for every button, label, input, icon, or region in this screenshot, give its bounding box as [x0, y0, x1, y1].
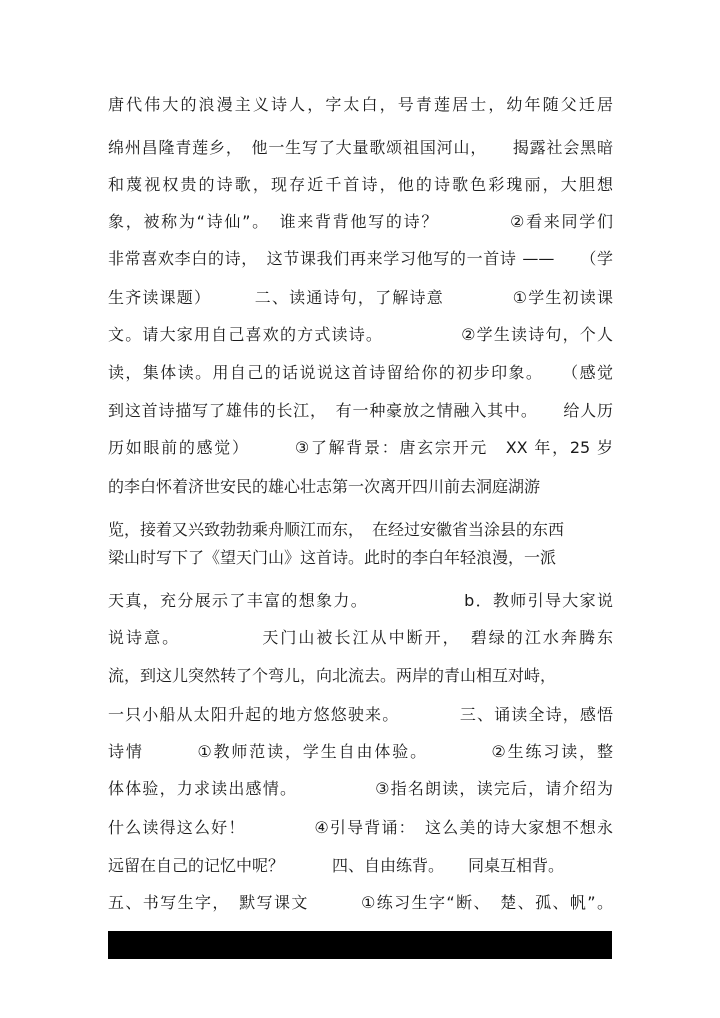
text-line: 什么读得这么好！ ④引导背诵： 这么美的诗大家想不想永 — [108, 818, 613, 837]
text-line: 流，到这儿突然转了个弯儿，向北流去。两岸的青山相互对峙， — [108, 666, 557, 685]
text-line: 唐代伟大的浪漫主义诗人，字太白，号青莲居士，幼年随父迁居 — [108, 95, 613, 114]
text-line: 文。请大家用自己喜欢的方式读诗。 ②学生读诗句，个人 — [108, 325, 613, 344]
text-line: 和蔑视权贵的诗歌，现存近千首诗，他的诗歌色彩瑰丽，大胆想 — [108, 175, 613, 194]
text-line: 说诗意。 天门山被长江从中断开， 碧绿的江水奔腾东 — [108, 628, 613, 647]
text-line: 天真，充分展示了丰富的想象力。 b．教师引导大家说 — [108, 591, 613, 610]
text-line: 一只小船从太阳升起的地方悠悠驶来。 三、诵读全诗，感悟 — [108, 705, 613, 724]
text-line: 到这首诗描写了雄伟的长江， 有一种豪放之情融入其中。 给人历 — [108, 401, 613, 420]
text-line: 绵州昌隆青莲乡， 他一生写了大量歌颂祖国河山， 揭露社会黑暗 — [108, 138, 613, 157]
text-line: 梁山时写下了《望天门山》这首诗。此时的李白年轻浪漫，一派 — [108, 548, 557, 567]
text-line: 诗情 ①教师范读，学生自由体验。 ②生练习读，整 — [108, 742, 613, 761]
text-line: 生齐读课题） 二、读通诗句，了解诗意 ①学生初读课 — [108, 288, 613, 307]
footer-black-bar — [108, 931, 612, 959]
text-line: 体体验，力求读出感情。 ③指名朗读，读完后，请介绍为 — [108, 779, 613, 798]
text-line: 五、书写生字， 默写课文 ①练习生字“断、 楚、孤、帆”。 — [108, 893, 613, 912]
text-line: 非常喜欢李白的诗， 这节课我们再来学习他写的一首诗 —— （学 — [108, 249, 613, 268]
text-line: 远留在自己的记忆中呢？ 四、自由练背。 同桌互相背。 — [108, 856, 565, 875]
text-line: 读，集体读。用自己的话说说这首诗留给你的初步印象。 （感觉 — [108, 363, 613, 382]
text-line: 览，接着又兴致勃勃乘舟顺江而东， 在经过安徽省当涂县的东西 — [108, 520, 565, 539]
text-line: 历如眼前的感觉） ③了解背景：唐玄宗开元 XX 年，25 岁 — [108, 438, 613, 457]
text-line: 象，被称为“诗仙”。 谁来背背他写的诗？ ②看来同学们 — [108, 212, 613, 231]
text-line: 的李白怀着济世安民的雄心壮志第一次离开四川前去洞庭湖游 — [108, 477, 541, 496]
